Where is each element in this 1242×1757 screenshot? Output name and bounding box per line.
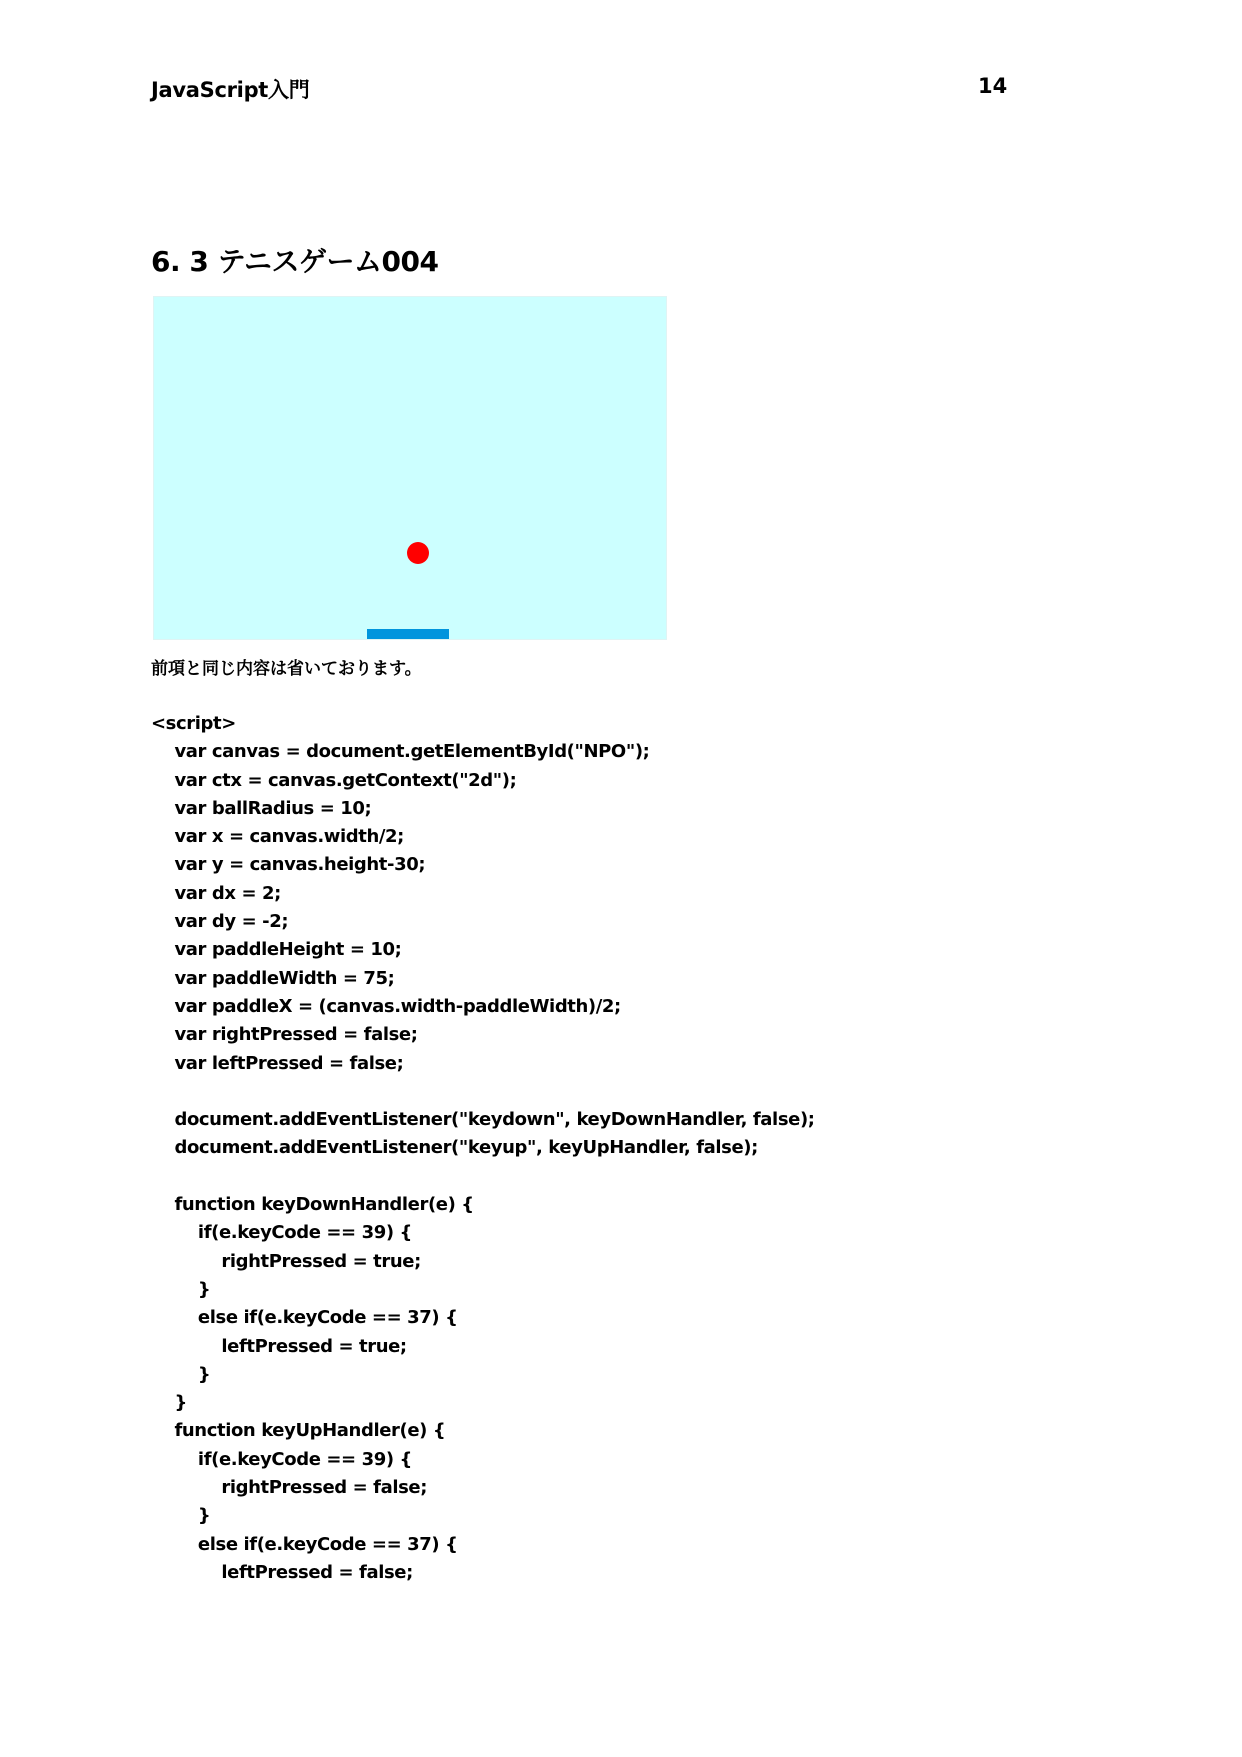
code-line: document.addEventListener("keyup", keyUpHandler, false); [151, 1137, 758, 1159]
code-line: rightPressed = true; [151, 1250, 421, 1272]
code-line: var ballRadius = 10; [151, 797, 372, 819]
code-line: var paddleHeight = 10; [151, 939, 402, 961]
code-line: var dx = 2; [151, 882, 281, 904]
code-line: } [151, 1392, 187, 1414]
code-line: rightPressed = false; [151, 1477, 428, 1499]
page-number: 14 [978, 74, 1008, 98]
section-heading: 6. 3 テニスゲーム004 [151, 245, 439, 278]
code-line: } [151, 1278, 211, 1300]
code-line: } [151, 1363, 211, 1385]
code-line [151, 1078, 815, 1106]
code-line [151, 1163, 815, 1191]
code-line: var x = canvas.width/2; [151, 826, 404, 848]
code-line: if(e.keyCode == 39) { [151, 1448, 412, 1470]
code-line: } [151, 1505, 211, 1527]
code-line: var leftPressed = false; [151, 1052, 404, 1074]
game-ball [407, 542, 429, 564]
code-line: else if(e.keyCode == 37) { [151, 1307, 458, 1329]
code-line: leftPressed = false; [151, 1561, 413, 1583]
code-line: var canvas = document.getElementById("NPO"); [151, 741, 650, 763]
game-paddle [367, 629, 449, 639]
code-line: var dy = -2; [151, 911, 289, 933]
game-canvas-preview [153, 296, 667, 640]
code-line: var paddleWidth = 75; [151, 967, 395, 989]
document-header-title: JavaScript入門 [151, 78, 310, 102]
code-line: var y = canvas.height-30; [151, 854, 426, 876]
code-line: function keyUpHandler(e) { [151, 1420, 446, 1442]
code-line: <script> [151, 713, 236, 734]
note-text: 前項と同じ内容は省いております。 [151, 659, 422, 679]
code-line: var rightPressed = false; [151, 1024, 418, 1046]
code-line: if(e.keyCode == 39) { [151, 1222, 412, 1244]
code-line: leftPressed = true; [151, 1335, 407, 1357]
code-line: var paddleX = (canvas.width-paddleWidth)/2; [151, 995, 621, 1017]
game-canvas-svg [154, 297, 666, 639]
code-line: var ctx = canvas.getContext("2d"); [151, 769, 517, 791]
canvas-background [154, 297, 666, 639]
code-line: document.addEventListener("keydown", keyDownHandler, false); [151, 1109, 815, 1131]
code-line: else if(e.keyCode == 37) { [151, 1533, 458, 1555]
code-listing [151, 710, 815, 1587]
code-line: function keyDownHandler(e) { [151, 1194, 474, 1216]
